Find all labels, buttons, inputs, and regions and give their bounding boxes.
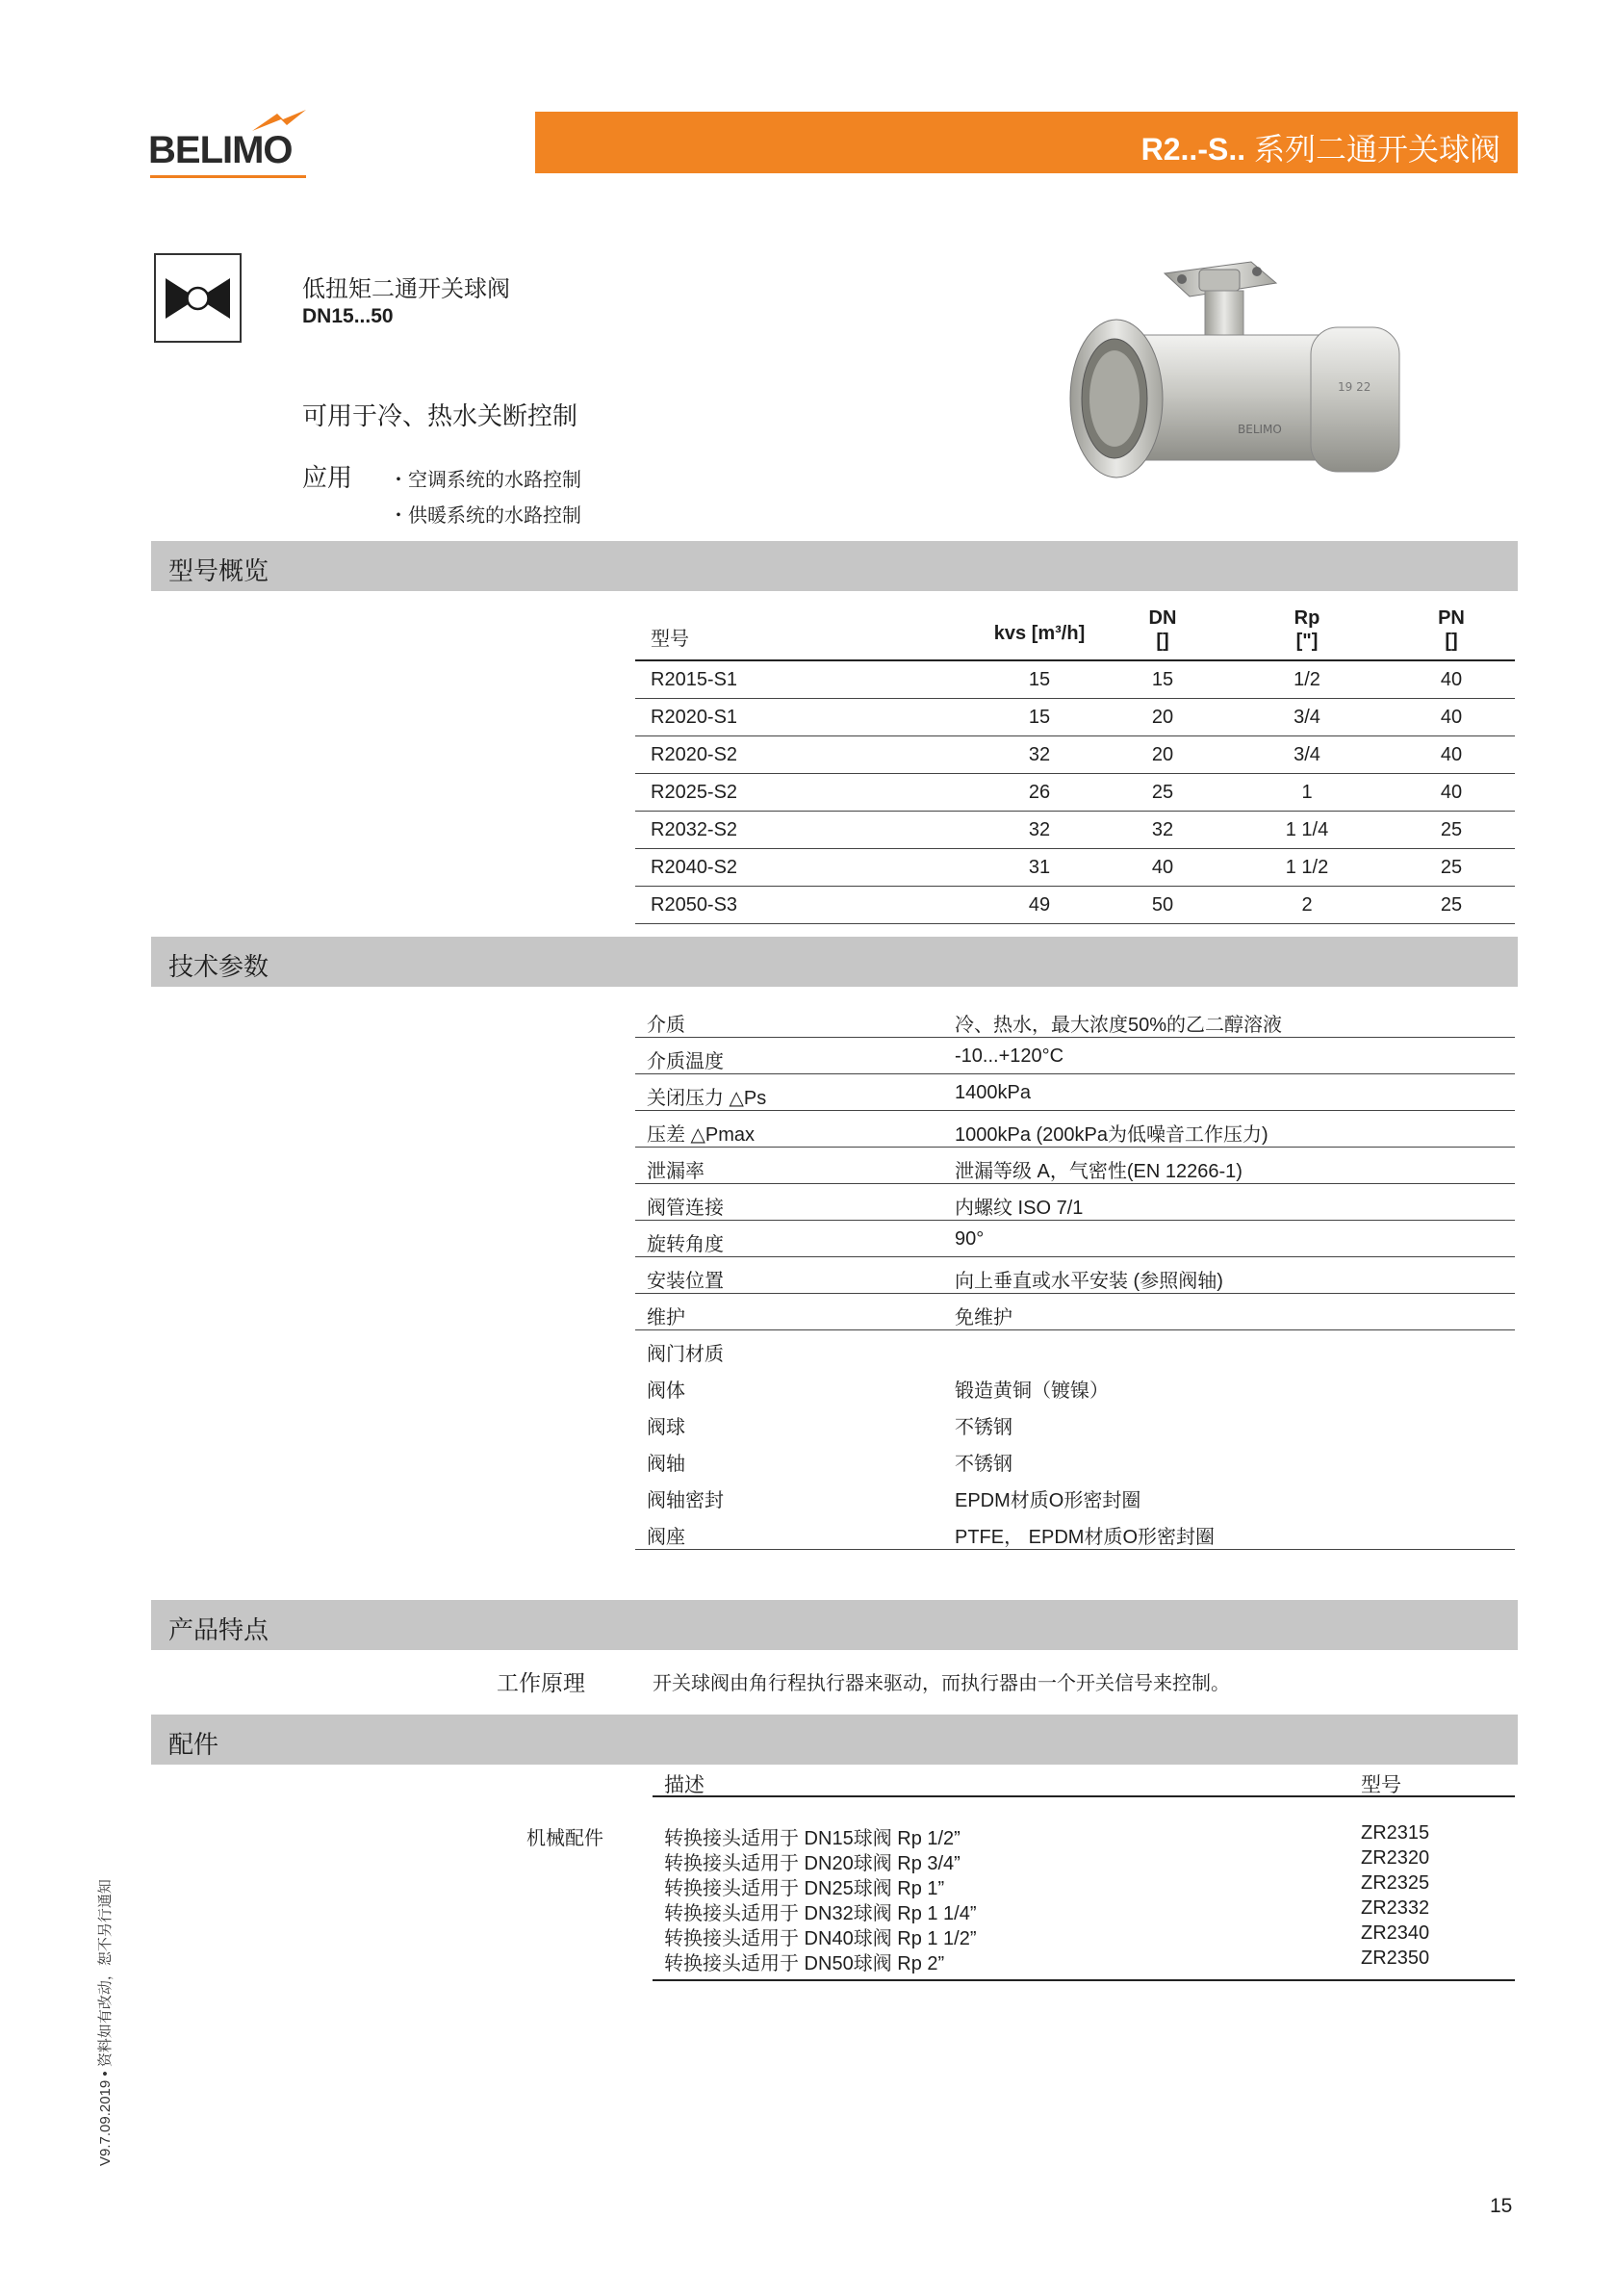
page-number: 15	[1490, 2195, 1513, 2217]
param-key: 阀球	[647, 1417, 685, 1438]
param-value: 90°	[955, 1228, 985, 1250]
logo-text: BELIMO	[148, 129, 293, 171]
col-pn-header: PN	[1438, 607, 1465, 629]
accessory-description: 转换接头适用于 DN40球阀 Rp 1 1/2”	[664, 1928, 977, 1949]
product-usage: 可用于冷、热水关断控制	[302, 401, 578, 430]
section-tech-data	[151, 937, 1518, 987]
application-label: 应用	[302, 463, 353, 492]
accessory-model: ZR2320	[1361, 1847, 1430, 1869]
param-key: 关闭压力 △Ps	[647, 1088, 767, 1109]
param-key: 阀体	[647, 1380, 685, 1402]
param-value: -10...+120°C	[955, 1045, 1064, 1067]
table-row	[635, 661, 1515, 699]
cell-dn: 25	[1151, 782, 1174, 803]
section-title: 型号概览	[168, 556, 269, 585]
svg-text:BELIMO: BELIMO	[1238, 423, 1282, 436]
param-key: 压差 △Pmax	[647, 1124, 756, 1146]
accessories-table-header	[653, 1762, 1515, 1797]
section-model-overview	[151, 541, 1518, 591]
col-rp-unit: ["]	[1295, 631, 1319, 652]
cell-pn: 25	[1440, 819, 1463, 840]
table-row	[635, 699, 1515, 736]
param-key: 旋转角度	[647, 1234, 724, 1255]
table-row	[635, 774, 1515, 812]
table-row	[635, 1074, 1515, 1111]
cell-kvs: 49	[1028, 894, 1051, 916]
cell-rp: 1 1/2	[1285, 857, 1329, 878]
cell-model: R2050-S3	[651, 894, 738, 916]
logo-underline	[150, 175, 306, 178]
document-title-bar	[535, 112, 1518, 173]
cell-kvs: 15	[1028, 669, 1051, 690]
param-value: 泄漏等级 A，气密性(EN 12266-1)	[955, 1161, 1243, 1182]
table-row	[635, 1001, 1515, 1038]
col-kvs-header: kvs [m³/h]	[993, 623, 1086, 644]
table-row	[635, 1367, 1515, 1404]
table-row	[635, 1330, 1515, 1367]
cell-dn: 15	[1151, 669, 1174, 690]
table-row	[635, 1294, 1515, 1330]
table-row	[635, 1477, 1515, 1513]
param-value: 免维护	[955, 1307, 1012, 1329]
accessories-category: 机械配件	[526, 1828, 603, 1849]
cell-rp: 2	[1301, 894, 1313, 916]
cell-pn: 40	[1440, 744, 1463, 765]
param-key: 维护	[647, 1307, 685, 1329]
param-value: 不锈钢	[955, 1454, 1012, 1475]
features-text: 开关球阀由角行程执行器来驱动，而执行器由一个开关信号来控制。	[653, 1673, 1230, 1694]
section-title: 配件	[168, 1730, 219, 1759]
param-value: 内螺纹 ISO 7/1	[955, 1198, 1084, 1219]
valve-product-photo	[1059, 254, 1413, 521]
cell-pn: 25	[1440, 857, 1463, 878]
col-rp-header: Rp	[1294, 607, 1320, 629]
table-row	[635, 1184, 1515, 1221]
cell-model: R2040-S2	[651, 857, 738, 878]
application-item: ・供暖系统的水路控制	[389, 505, 581, 527]
product-name: 低扭矩二通开关球阀	[302, 276, 510, 302]
cell-pn: 40	[1440, 707, 1463, 728]
col-dn-header: DN	[1148, 607, 1177, 629]
cell-rp: 3/4	[1294, 744, 1320, 765]
list-item	[653, 1847, 1515, 1872]
table-row	[635, 1257, 1515, 1294]
accessory-description: 转换接头适用于 DN32球阀 Rp 1 1/4”	[664, 1903, 977, 1924]
param-key: 阀轴	[647, 1454, 685, 1475]
belimo-logo	[148, 108, 312, 177]
col-pn-unit: []	[1445, 631, 1458, 652]
table-row	[635, 849, 1515, 887]
col-dn-unit: []	[1156, 631, 1169, 652]
list-item	[653, 1822, 1515, 1847]
table-row	[635, 1440, 1515, 1477]
table-row	[635, 887, 1515, 924]
cell-kvs: 32	[1028, 819, 1051, 840]
param-value: EPDM材质O形密封圈	[955, 1490, 1141, 1511]
accessory-model: ZR2340	[1361, 1922, 1430, 1944]
cell-model: R2020-S1	[651, 707, 738, 728]
accessory-model: ZR2315	[1361, 1822, 1430, 1844]
ball-valve-symbol	[154, 253, 242, 343]
param-key: 阀管连接	[647, 1198, 724, 1219]
cell-model: R2020-S2	[651, 744, 738, 765]
cell-dn: 20	[1151, 707, 1174, 728]
cell-dn: 32	[1151, 819, 1174, 840]
table-row	[635, 1513, 1515, 1550]
cell-dn: 20	[1151, 744, 1174, 765]
table-row	[635, 1404, 1515, 1440]
version-note: V9.7.09.2019 • 资料如有改动，恕不另行通知	[97, 1879, 114, 2166]
col-description-header: 描述	[664, 1774, 705, 1796]
accessory-model: ZR2325	[1361, 1872, 1430, 1894]
accessory-description: 转换接头适用于 DN20球阀 Rp 3/4”	[664, 1853, 961, 1874]
list-item	[653, 1897, 1515, 1922]
features-label: 工作原理	[497, 1670, 585, 1695]
cell-model: R2032-S2	[651, 819, 738, 840]
param-key: 介质温度	[647, 1051, 724, 1072]
param-key: 阀轴密封	[647, 1490, 724, 1511]
param-key: 介质	[647, 1015, 685, 1036]
col-model-header: 型号	[1361, 1774, 1401, 1796]
table-row	[635, 736, 1515, 774]
param-value: 锻造黄铜（镀镍）	[955, 1380, 1109, 1402]
cell-rp: 3/4	[1294, 707, 1320, 728]
table-row	[635, 812, 1515, 849]
section-title: 产品特点	[168, 1615, 269, 1644]
list-item	[653, 1922, 1515, 1948]
list-item	[653, 1872, 1515, 1897]
cell-kvs: 32	[1028, 744, 1051, 765]
param-value: 向上垂直或水平安装 (参照阀轴)	[955, 1271, 1223, 1292]
table-row	[635, 1111, 1515, 1148]
cell-rp: 1 1/4	[1285, 819, 1329, 840]
cell-pn: 25	[1440, 894, 1463, 916]
param-key: 泄漏率	[647, 1161, 705, 1182]
cell-dn: 50	[1151, 894, 1174, 916]
document-title: R2..-S.. 系列二通开关球阀	[1140, 132, 1500, 167]
col-model-header: 型号	[651, 629, 689, 650]
param-value: 不锈钢	[955, 1417, 1012, 1438]
accessory-description: 转换接头适用于 DN50球阀 Rp 2”	[664, 1953, 945, 1974]
product-size-range: DN15...50	[302, 305, 394, 327]
param-key: 阀座	[647, 1527, 685, 1548]
accessory-model: ZR2350	[1361, 1948, 1430, 1969]
accessory-description: 转换接头适用于 DN15球阀 Rp 1/2”	[664, 1828, 961, 1849]
table-row	[635, 1221, 1515, 1257]
table-row	[635, 1038, 1515, 1074]
param-value: 1400kPa	[955, 1082, 1031, 1103]
cell-dn: 40	[1151, 857, 1174, 878]
accessory-model: ZR2332	[1361, 1897, 1430, 1919]
accessories-list	[653, 1822, 1515, 1981]
cell-kvs: 26	[1028, 782, 1051, 803]
section-accessories	[151, 1715, 1518, 1765]
model-table-header	[635, 606, 1515, 661]
application-item: ・空调系统的水路控制	[389, 470, 581, 491]
svg-text:19 22: 19 22	[1338, 380, 1371, 394]
cell-pn: 40	[1440, 782, 1463, 803]
param-value: 冷、热水，最大浓度50%的乙二醇溶液	[955, 1015, 1283, 1036]
accessory-description: 转换接头适用于 DN25球阀 Rp 1”	[664, 1878, 945, 1899]
param-value: 1000kPa (200kPa为低噪音工作压力)	[955, 1124, 1268, 1146]
ball-valve-icon	[156, 255, 240, 341]
table-row	[635, 1148, 1515, 1184]
param-key: 安装位置	[647, 1271, 724, 1292]
cell-rp: 1/2	[1294, 669, 1320, 690]
cell-pn: 40	[1440, 669, 1463, 690]
cell-model: R2015-S1	[651, 669, 738, 690]
param-key: 阀门材质	[647, 1344, 724, 1365]
cell-kvs: 31	[1028, 857, 1051, 878]
param-value: PTFE， EPDM材质O形密封圈	[955, 1527, 1216, 1548]
list-item	[653, 1948, 1515, 1973]
section-features	[151, 1600, 1518, 1650]
cell-rp: 1	[1301, 782, 1313, 803]
cell-kvs: 15	[1028, 707, 1051, 728]
section-title: 技术参数	[168, 952, 269, 981]
cell-model: R2025-S2	[651, 782, 738, 803]
